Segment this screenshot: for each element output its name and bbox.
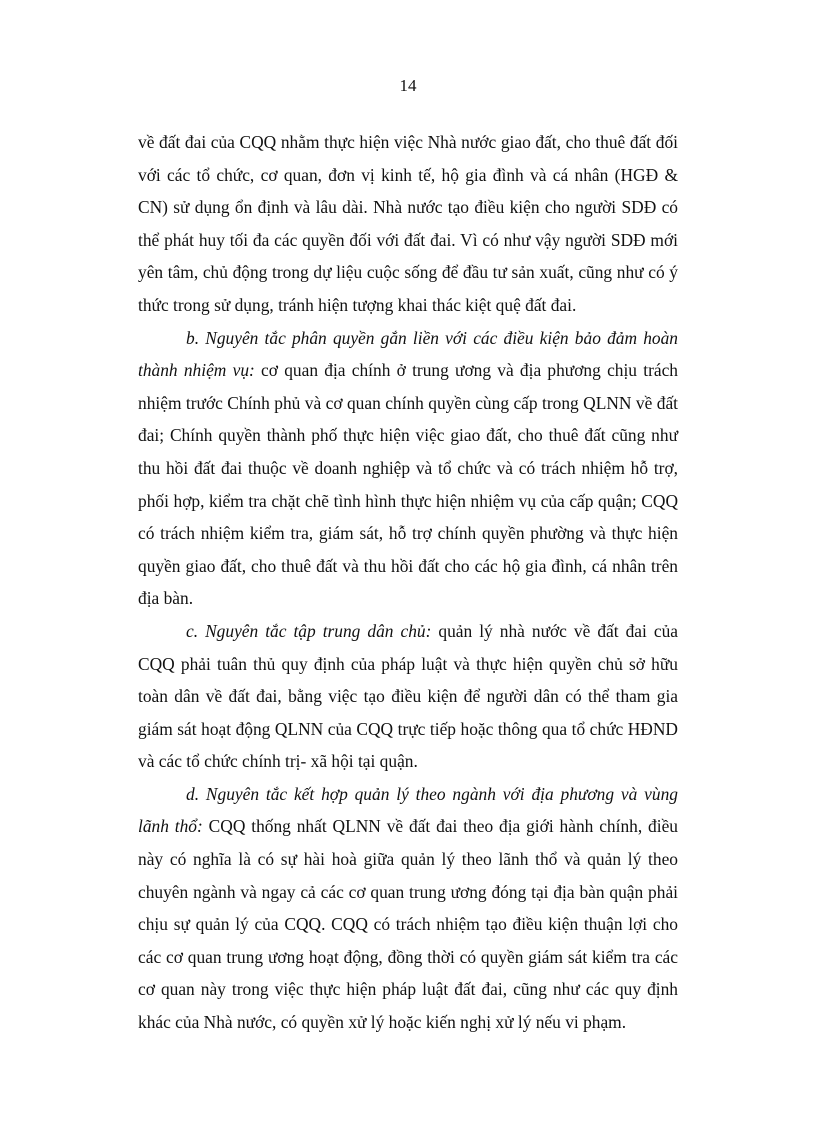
page-number: 14 <box>399 76 417 95</box>
paragraph-principle-b <box>138 322 678 615</box>
paragraph-text: quản lý nhà nước về đất đai của CQQ phải tuân thủ quy định của pháp luật và thực hiện quyền chủ sở hữu toàn dân về đất đai, bằng việc tạo điều kiện để người dân có thể tham gia giám sát hoạt động QLNN của CQQ trực tiếp hoặc thông qua tổ chức HĐND và các tổ chức chính trị- xã hội tại quận. <box>138 620 678 772</box>
paragraph-text: về đất đai của CQQ nhằm thực hiện việc Nhà nước giao đất, cho thuê đất đối với các tổ chức, cơ quan, đơn vị kinh tế, hộ gia đình và cá nhân (HGĐ & CN) sử dụng ổn định và lâu dài. Nhà nước tạo điều kiện cho người SDĐ có thể phát huy tối đa các quyền đối với đất đai. Vì có như vậy người SDĐ mới yên tâm, chủ động trong dự liệu cuộc sống để đầu tư sản xuất, cũng như có ý thức trong sử dụng, tránh hiện tượng khai thác kiệt quệ đất đai. <box>138 132 678 315</box>
paragraph-text: CQQ thống nhất QLNN về đất đai theo địa giới hành chính, điều này có nghĩa là có sự hài hoà giữa quản lý theo lãnh thổ và quản lý theo chuyên ngành và ngay cả các cơ quan trung ương đóng tại địa bàn quận phải chịu sự quản lý của CQQ. CQQ có trách nhiệm tạo điều kiện thuận lợi cho các cơ quan trung ương hoạt động, đồng thời có quyền giám sát kiểm tra các cơ quan này trong việc thực hiện pháp luật đất đai, cũng như các quy định khác của Nhà nước, có quyền xử lý hoặc kiến nghị xử lý nếu vi phạm. <box>138 816 678 1033</box>
paragraph-text: cơ quan địa chính ở trung ương và địa phương chịu trách nhiệm trước Chính phủ và cơ quan chính quyền cùng cấp trong QLNN về đất đai; Chính quyền thành phố thực hiện việc giao đất, cho thuê đất cũng như thu hồi đất đai thuộc về doanh nghiệp và tổ chức và có trách nhiệm hỗ trợ, phối hợp, kiểm tra chặt chẽ tình hình thực hiện nhiệm vụ của cấp quận; CQQ có trách nhiệm kiểm tra, giám sát, hỗ trợ chính quyền phường và thực hiện quyền giao đất, cho thuê đất và thu hồi đất cho các hộ gia đình, cá nhân trên địa bàn. <box>138 360 679 609</box>
paragraph-heading: b. Nguyên tắc phân quyền gắn liền với các điều kiện bảo đảm hoàn thành nhiệm vụ: <box>138 327 678 381</box>
paragraph-continuation <box>138 126 678 322</box>
paragraph-heading: d. Nguyên tắc kết hợp quản lý theo ngành với địa phương và vùng lãnh thổ: <box>138 783 678 837</box>
paragraph-heading: c. Nguyên tắc tập trung dân chủ: <box>186 620 432 641</box>
body-text <box>138 126 678 1039</box>
paragraph-principle-d <box>138 778 678 1039</box>
paragraph-principle-c <box>138 615 678 778</box>
